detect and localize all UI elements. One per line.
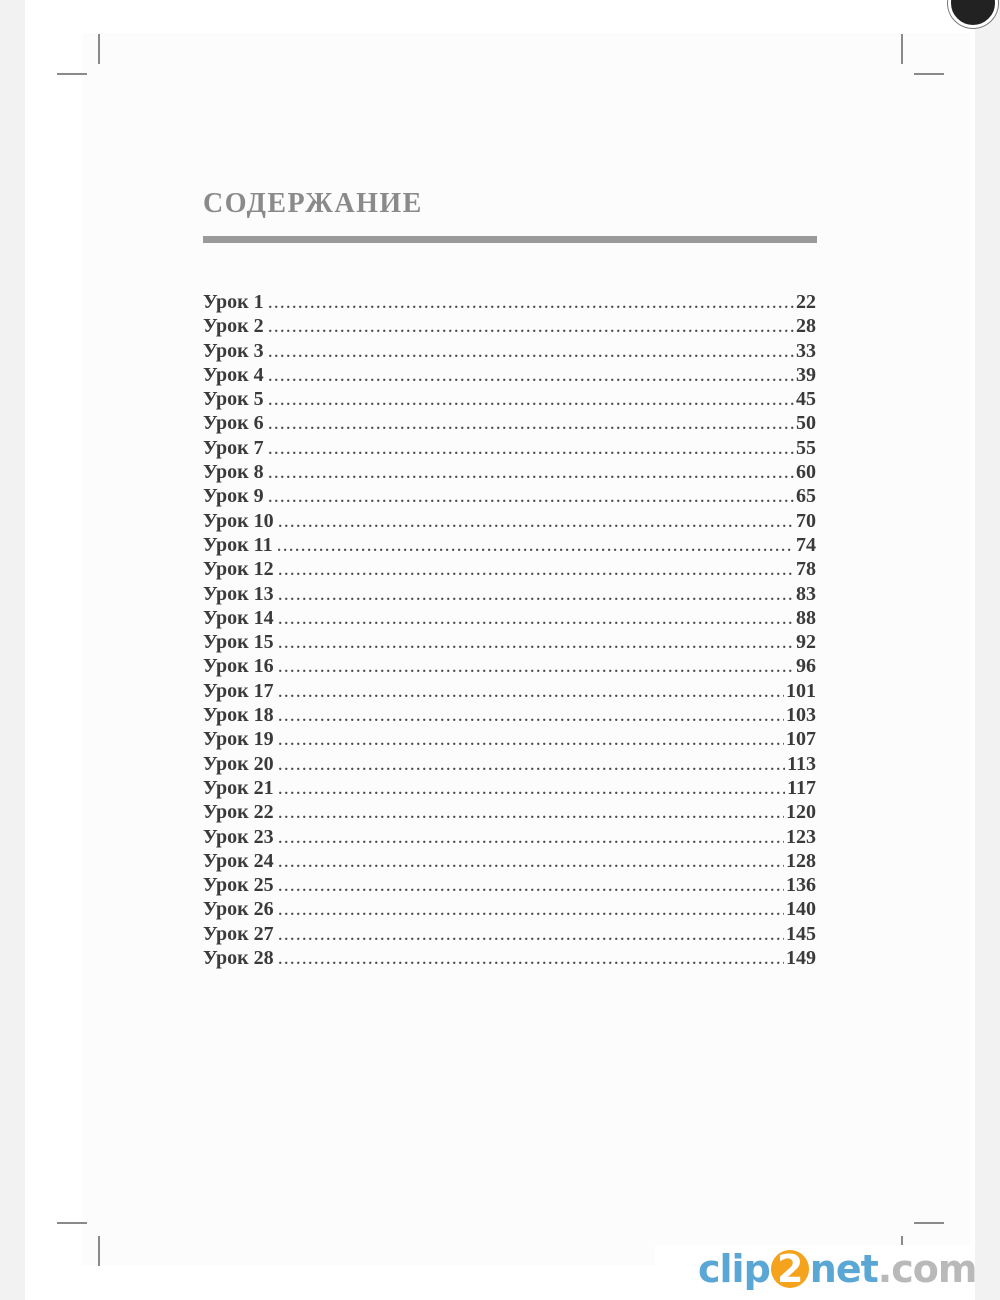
toc-entry[interactable] <box>203 704 816 728</box>
toc-entry-label: Урок 3 <box>203 339 264 362</box>
toc-entry[interactable] <box>203 485 816 509</box>
toc-dot-leader <box>277 534 794 557</box>
toc-entry-label: Урок 7 <box>203 436 264 459</box>
watermark-part-net: net <box>809 1247 878 1291</box>
clip2net-logo <box>698 1247 976 1291</box>
toc-entry[interactable] <box>203 680 816 704</box>
toc-entry-label: Урок 18 <box>203 704 274 727</box>
toc-dot-leader <box>278 728 784 751</box>
toc-entry-page-number: 70 <box>796 509 816 532</box>
toc-entry-page-number: 96 <box>796 655 816 678</box>
toc-entry-label: Урок 25 <box>203 874 274 897</box>
toc-entry-label: Урок 14 <box>203 606 274 629</box>
toc-dot-leader <box>268 412 794 435</box>
toc-entry[interactable] <box>203 291 816 315</box>
toc-entry-page-number: 78 <box>796 558 816 581</box>
watermark-part-com: .com <box>877 1247 977 1291</box>
toc-entry-page-number: 33 <box>796 339 816 362</box>
toc-dot-leader <box>268 291 794 314</box>
toc-entry-page-number: 92 <box>796 631 816 654</box>
toc-dot-leader <box>268 485 794 508</box>
toc-dot-leader <box>278 826 784 849</box>
toc-dot-leader <box>278 898 784 921</box>
crop-mark-bottom-right-horizontal <box>914 1222 944 1224</box>
toc-dot-leader <box>278 680 784 703</box>
toc-entry[interactable] <box>203 631 816 655</box>
toc-dot-leader <box>278 655 794 678</box>
toc-entry-label: Урок 9 <box>203 485 264 508</box>
title-divider <box>203 236 817 243</box>
toc-dot-leader <box>278 704 784 727</box>
toc-entry-label: Урок 8 <box>203 461 264 484</box>
toc-dot-leader <box>268 364 794 387</box>
toc-entry[interactable] <box>203 874 816 898</box>
toc-entry-label: Урок 4 <box>203 363 264 386</box>
toc-entry[interactable] <box>203 364 816 388</box>
page-title: СОДЕРЖАНИЕ <box>203 188 423 219</box>
toc-entry-page-number: 101 <box>786 679 816 702</box>
toc-entry[interactable] <box>203 437 816 461</box>
toc-dot-leader <box>278 801 784 824</box>
toc-entry-label: Урок 26 <box>203 898 274 921</box>
toc-dot-leader <box>278 874 784 897</box>
crop-mark-top-right-vertical <box>901 34 903 64</box>
toc-dot-leader <box>278 850 784 873</box>
toc-entry[interactable] <box>203 558 816 582</box>
crop-mark-top-right-horizontal <box>914 73 944 75</box>
toc-entry-page-number: 65 <box>796 485 816 508</box>
toc-dot-leader <box>268 388 794 411</box>
toc-entry-label: Урок 6 <box>203 412 264 435</box>
toc-entry-page-number: 107 <box>786 728 816 751</box>
toc-entry-label: Урок 20 <box>203 752 274 775</box>
toc-entry-label: Урок 24 <box>203 849 274 872</box>
toc-entry-page-number: 145 <box>786 922 816 945</box>
toc-dot-leader <box>278 947 784 970</box>
toc-entry[interactable] <box>203 753 816 777</box>
toc-entry-page-number: 113 <box>787 752 816 775</box>
toc-dot-leader <box>268 437 794 460</box>
watermark-part-clip: clip <box>698 1247 770 1291</box>
toc-entry-page-number: 117 <box>787 776 816 799</box>
toc-entry-page-number: 22 <box>796 291 816 313</box>
toc-dot-leader <box>278 510 794 533</box>
toc-entry-page-number: 88 <box>796 606 816 629</box>
toc-dot-leader <box>278 558 794 581</box>
toc-entry-label: Урок 13 <box>203 582 274 605</box>
toc-entry[interactable] <box>203 461 816 485</box>
toc-entry-page-number: 50 <box>796 412 816 435</box>
toc-entry[interactable] <box>203 315 816 339</box>
toc-dot-leader <box>268 461 794 484</box>
toc-entry-label: Урок 10 <box>203 509 274 532</box>
toc-entry-page-number: 136 <box>786 874 816 897</box>
watermark-part-2: 2 <box>771 1250 809 1288</box>
toc-entry-page-number: 39 <box>796 363 816 386</box>
toc-entry[interactable] <box>203 583 816 607</box>
toc-entry-page-number: 60 <box>796 461 816 484</box>
toc-dot-leader <box>278 607 794 630</box>
toc-entry-page-number: 123 <box>786 825 816 848</box>
toc-entry-label: Урок 15 <box>203 631 274 654</box>
toc-entry[interactable] <box>203 388 816 412</box>
toc-entry-label: Урок 5 <box>203 388 264 411</box>
toc-entry[interactable] <box>203 728 816 752</box>
toc-entry[interactable] <box>203 777 816 801</box>
crop-mark-bottom-left-vertical <box>98 1236 100 1266</box>
toc-entry-label: Урок 19 <box>203 728 274 751</box>
toc-entry-label: Урок 22 <box>203 801 274 824</box>
toc-entry-page-number: 128 <box>786 849 816 872</box>
crop-mark-bottom-left-horizontal <box>57 1222 87 1224</box>
toc-entry[interactable] <box>203 801 816 825</box>
toc-entry-page-number: 103 <box>786 704 816 727</box>
crop-mark-top-left-vertical <box>98 34 100 64</box>
toc-dot-leader <box>268 340 794 363</box>
toc-dot-leader <box>278 583 794 606</box>
toc-entry-page-number: 45 <box>796 388 816 411</box>
toc-entry-page-number: 120 <box>786 801 816 824</box>
crop-mark-top-left-horizontal <box>57 73 87 75</box>
toc-entry-page-number: 74 <box>796 533 816 556</box>
toc-entry-label: Урок 27 <box>203 922 274 945</box>
toc-entry-page-number: 83 <box>796 582 816 605</box>
toc-entry[interactable] <box>203 607 816 631</box>
toc-entry[interactable] <box>203 923 816 947</box>
toc-entry-label: Урок 11 <box>203 533 273 556</box>
toc-entry[interactable] <box>203 898 816 922</box>
toc-entry[interactable] <box>203 412 816 436</box>
toc-entry-label: Урок 28 <box>203 947 274 970</box>
toc-entry[interactable] <box>203 510 816 534</box>
toc-entry-label: Урок 23 <box>203 825 274 848</box>
toc-entry[interactable] <box>203 947 816 971</box>
toc-entry-label: Урок 16 <box>203 655 274 678</box>
table-of-contents <box>203 291 816 971</box>
toc-dot-leader <box>278 631 794 654</box>
toc-entry-page-number: 140 <box>786 898 816 921</box>
toc-entry[interactable] <box>203 340 816 364</box>
toc-entry-label: Урок 21 <box>203 776 274 799</box>
toc-entry-label: Урок 1 <box>203 291 264 313</box>
toc-entry[interactable] <box>203 826 816 850</box>
toc-entry-label: Урок 12 <box>203 558 274 581</box>
toc-dot-leader <box>268 315 794 338</box>
toc-dot-leader <box>278 923 784 946</box>
toc-entry-label: Урок 17 <box>203 679 274 702</box>
toc-entry-label: Урок 2 <box>203 315 264 338</box>
toc-entry[interactable] <box>203 850 816 874</box>
toc-entry[interactable] <box>203 534 816 558</box>
toc-entry[interactable] <box>203 655 816 679</box>
toc-dot-leader <box>278 777 785 800</box>
toc-entry-page-number: 28 <box>796 315 816 338</box>
toc-entry-page-number: 149 <box>786 947 816 970</box>
toc-entry-page-number: 55 <box>796 436 816 459</box>
toc-dot-leader <box>278 753 785 776</box>
